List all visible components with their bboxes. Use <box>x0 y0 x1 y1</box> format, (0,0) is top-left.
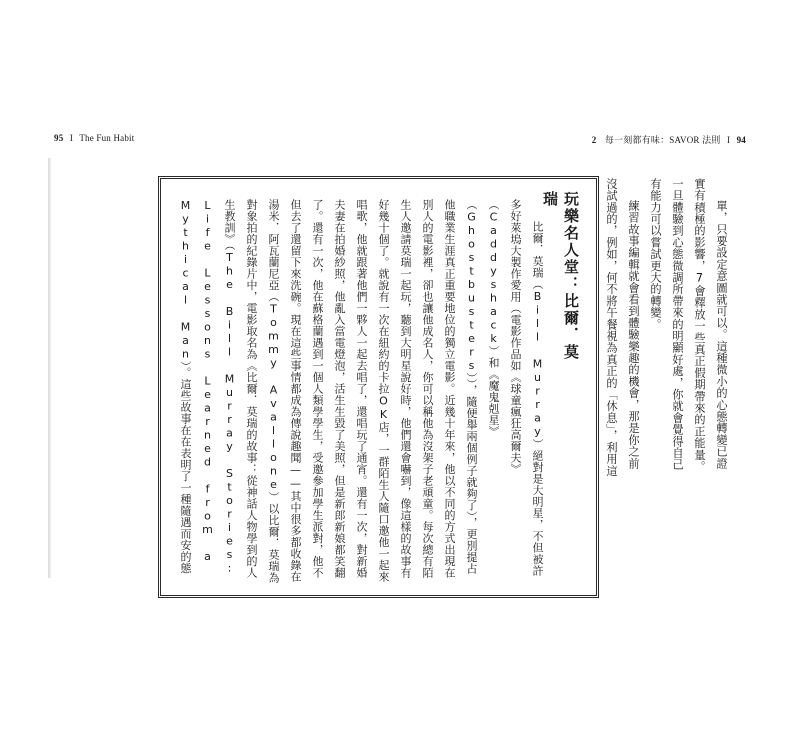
page-edge-left <box>48 158 51 578</box>
header-separator: I <box>726 135 731 145</box>
left-page-number: 95 <box>54 133 64 143</box>
sidebar-paragraph: 比爾．莫瑞（Bill Murray）絕對是大明星，不但被許多好萊塢大製作愛用（電影作品如《球童瘋狂高爾夫》（Caddyshack）和《魔鬼剋星》（Ghostbusters）），隨便舉兩個例子就夠了），更別提占他職業生涯真正重要地位的獨立電影。近幾十年來，他以不同的方式出現在別人的電影裡，卻也讓他成名人，你可以稱他為沒架子老頑童。每次總有陌生人邀請莫瑞一起玩，聽到大明星說好時，他們還會嚇到，像這樣的故事有好幾十個了。就說有一次在紐約的卡拉OK店，一群陌生人隨口邀他一起來唱歌，他就跟著他們一夥人一起去唱了，還唱玩了通宵。還有一次，對新婚夫妻在拍婚紗照，他亂入當電燈泡，活生生毀了美照，但是新郎新娘都笑翻了。還有一次，他在蘇格蘭遇到一個人類學學生，受邀參加學生派對，他不但去了還留下來洗碗。現在這些事情都成為傳說趣聞——其中很多都收錄在湯米．阿瓦蘭尼亞（Tommy Avallone）以比爾．莫瑞為對象拍的紀錄片中，電影取名為《比爾．莫瑞的故事：從神話人物學到的人生教訓》（The Bill Murray Stories: Life Lessons Learned from a Mythical Man）。這些故事在在表明了一種隨遇而安的態 <box>179 199 544 584</box>
sidebar-box <box>158 176 599 598</box>
right-page-body <box>600 178 732 478</box>
header-separator: I <box>69 133 74 143</box>
chapter-number: 2 <box>591 135 597 145</box>
body-paragraph: 單，只要設定意圖就可以。這種微小的心態轉變已證實有積極的影響，7會釋放一些真正假期帶來的正能量。一旦體驗到心態微調所帶來的明顯好處，你就會覺得自己有能力可以嘗試更大的轉變。 <box>649 178 728 473</box>
book-title: The Fun Habit <box>79 133 135 143</box>
chapter-title: 每一刻都有味：SAVOR 法則 <box>604 135 721 145</box>
sidebar-body <box>178 199 548 584</box>
right-page-header <box>592 133 746 146</box>
right-page-number: 94 <box>736 135 746 145</box>
body-paragraph: 練習故事編輯就會看到體驗樂趣的機會，那是你之前沒試過的，例如，何不將午餐視為真正的「休息」，利用這 <box>605 178 640 477</box>
left-page-header <box>54 133 134 143</box>
sidebar-title: 玩樂名人堂：比爾．莫瑞 <box>541 191 580 361</box>
